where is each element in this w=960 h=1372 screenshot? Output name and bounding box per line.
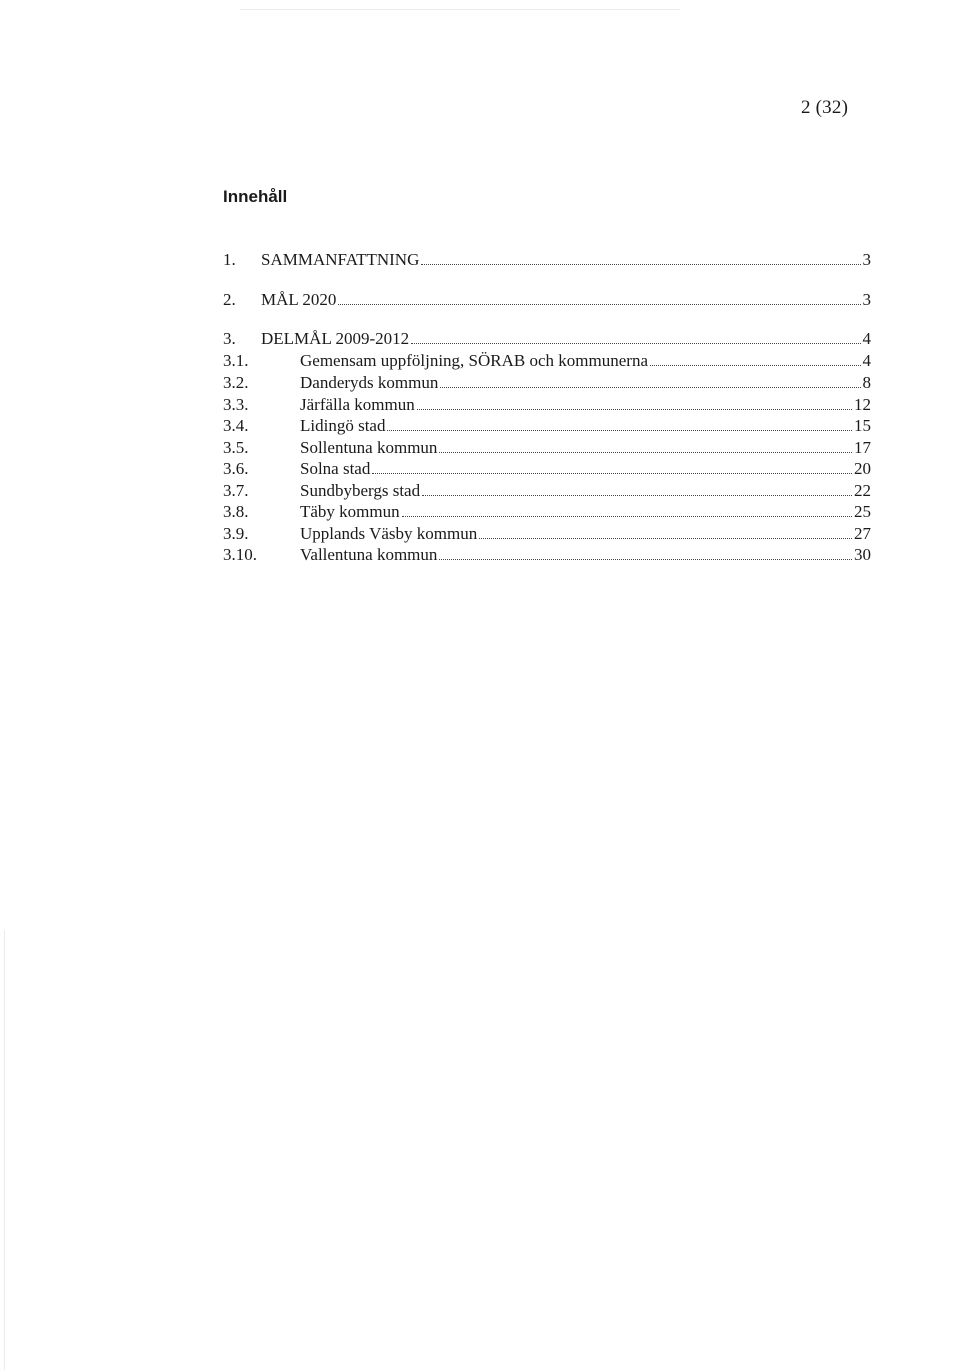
- toc-entry-page: 8: [862, 373, 871, 392]
- toc-entry-text: Solna stad: [300, 459, 371, 478]
- toc-entry-2[interactable]: [223, 290, 871, 310]
- toc-entry-text: Danderyds kommun: [300, 373, 439, 392]
- toc-dot-leader: [479, 537, 852, 539]
- toc-entry-number: 3.4.: [223, 416, 249, 435]
- toc-entry-page: 20: [854, 459, 871, 478]
- toc-entry-text: Järfälla kommun: [300, 395, 415, 414]
- toc-entry-page: 4: [862, 351, 871, 370]
- toc-entry-1[interactable]: [223, 250, 871, 270]
- toc-entry-number: 3.9.: [223, 524, 249, 543]
- toc-dot-leader: [421, 263, 860, 265]
- toc-entry-page: 3: [862, 290, 871, 309]
- toc-entry-number: 3.7.: [223, 481, 249, 500]
- toc-entry-3-5[interactable]: [223, 438, 871, 458]
- toc-entry-text: SAMMANFATTNING: [261, 250, 420, 269]
- toc-entry-number: 3.5.: [223, 438, 249, 457]
- toc-entry-page: 3: [862, 250, 871, 269]
- toc-entry-page: 17: [854, 438, 871, 457]
- toc-entry-text: Vallentuna kommun: [300, 545, 438, 564]
- toc-entry-page: 15: [854, 416, 871, 435]
- toc-entry-page: 4: [862, 329, 871, 348]
- toc-entry-text: Upplands Väsby kommun: [300, 524, 478, 543]
- toc-dot-leader: [417, 408, 852, 410]
- toc-entry-3-1[interactable]: [223, 351, 871, 371]
- scan-top-edge: [240, 9, 680, 10]
- toc-dot-leader: [338, 303, 860, 305]
- toc-entry-3-7[interactable]: [223, 481, 871, 501]
- toc-entry-3-8[interactable]: [223, 502, 871, 522]
- toc-entry-text: Gemensam uppföljning, SÖRAB och kommunerna: [300, 351, 648, 370]
- toc-entry-number: 3.6.: [223, 459, 249, 478]
- toc-entry-page: 27: [854, 524, 871, 543]
- toc-dot-leader: [650, 364, 861, 366]
- toc-entry-page: 22: [854, 481, 871, 500]
- toc-entry-page: 25: [854, 502, 871, 521]
- toc-title: Innehåll: [223, 187, 288, 206]
- toc-entry-3-3[interactable]: [223, 395, 871, 415]
- toc-dot-leader: [411, 342, 860, 344]
- toc-entry-number: 3.3.: [223, 395, 249, 414]
- toc-entry-text: DELMÅL 2009-2012: [261, 329, 410, 348]
- toc-entry-3-9[interactable]: [223, 524, 871, 544]
- toc-entry-3-2[interactable]: [223, 373, 871, 393]
- toc-entry-number: 3.: [223, 329, 236, 348]
- toc-entry-3-4[interactable]: [223, 416, 871, 436]
- toc-dot-leader: [439, 558, 852, 560]
- toc-entry-text: Sundbybergs stad: [300, 481, 421, 500]
- toc-entry-3-10[interactable]: [223, 545, 871, 565]
- toc-entry-number: 3.10.: [223, 545, 257, 564]
- toc-entry-text: Lidingö stad: [300, 416, 386, 435]
- toc-dot-leader: [422, 494, 852, 496]
- toc-entry-number: 3.8.: [223, 502, 249, 521]
- toc-dot-leader: [402, 515, 852, 517]
- toc-entry-page: 12: [854, 395, 871, 414]
- toc-entry-number: 3.1.: [223, 351, 249, 370]
- toc-entry-number: 1.: [223, 250, 236, 269]
- page-number: 2 (32): [801, 97, 849, 118]
- toc-entry-number: 3.2.: [223, 373, 249, 392]
- toc-entry-text: Täby kommun: [300, 502, 400, 521]
- toc-dot-leader: [440, 386, 860, 388]
- toc-entry-page: 30: [854, 545, 871, 564]
- toc-entry-3[interactable]: [223, 329, 871, 349]
- toc-entry-text: MÅL 2020: [261, 290, 337, 309]
- toc-dot-leader: [439, 451, 852, 453]
- toc-entry-text: Sollentuna kommun: [300, 438, 438, 457]
- toc-entry-number: 2.: [223, 290, 236, 309]
- toc-dot-leader: [372, 472, 852, 474]
- toc-entry-3-6[interactable]: [223, 459, 871, 479]
- toc-dot-leader: [387, 429, 852, 431]
- scan-left-edge: [4, 930, 5, 1370]
